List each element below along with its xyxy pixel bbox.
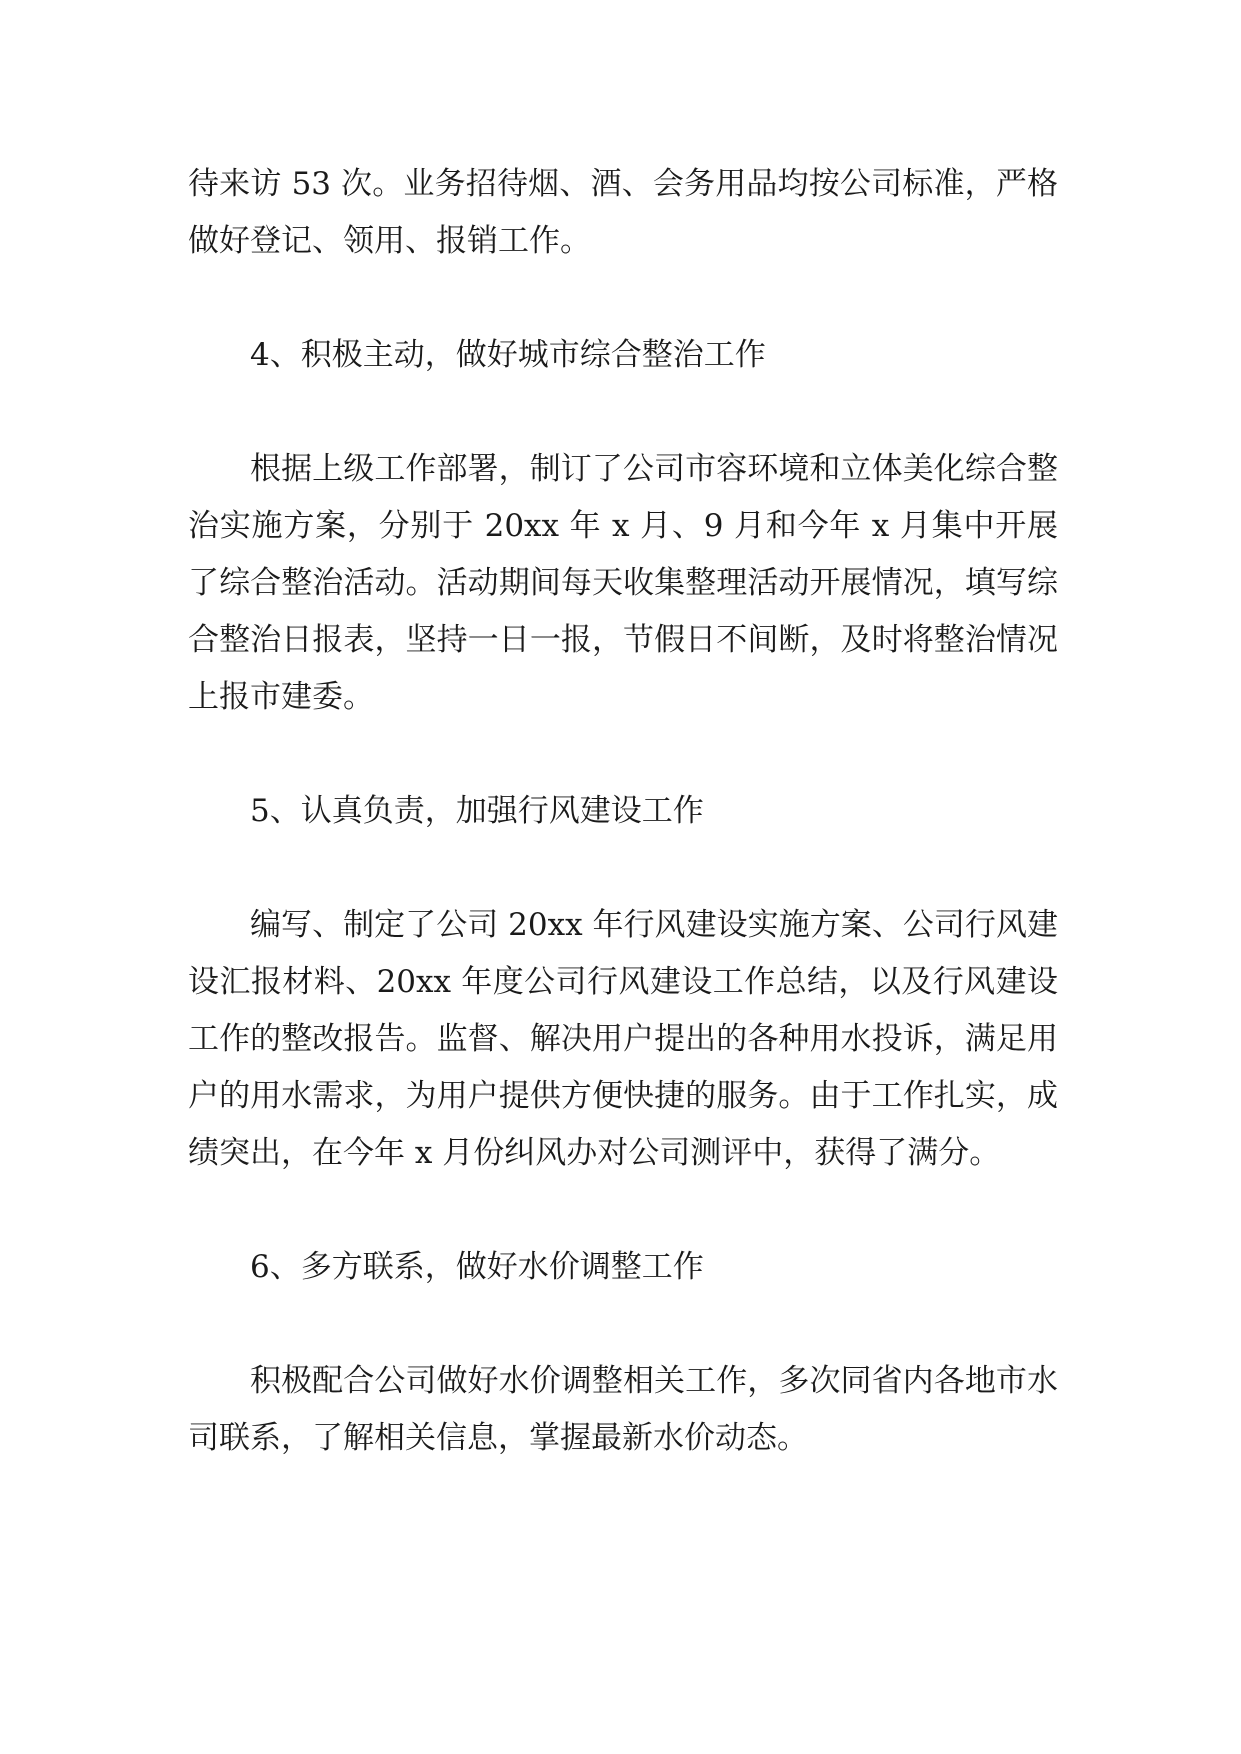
section-heading-6: 6、多方联系，做好水价调整工作 <box>250 1249 704 1285</box>
paragraph-water-price: 积极配合公司做好水价调整相关工作，多次同省内各地市水司联系，了解相关信息，掌握最新水价动态。 <box>188 1363 1058 1456</box>
document-body <box>188 156 1058 1524</box>
paragraph-city-rectification: 根据上级工作部署，制订了公司市容环境和立体美化综合整治实施方案，分别于 20xx 年 x 月、9 月和今年 x 月集中开展了综合整治活动。活动期间每天收集整理活动开展情况，填写综合整治日报表，坚持一日一报，节假日不间断，及时将整治情况上报市建委。 <box>188 451 1058 715</box>
paragraph-conduct-building: 编写、制定了公司 20xx 年行风建设实施方案、公司行风建设汇报材料、20xx 年度公司行风建设工作总结，以及行风建设工作的整改报告。监督、解决用户提出的各种用水投诉，满足用户的用水需求，为用户提供方便快捷的服务。由于工作扎实，成绩突出，在今年 x 月份纠风办对公司测评中，获得了满分。 <box>188 907 1058 1171</box>
section-heading-4: 4、积极主动，做好城市综合整治工作 <box>250 337 766 373</box>
paragraph-continued: 待来访 53 次。业务招待烟、酒、会务用品均按公司标准，严格做好登记、领用、报销工作。 <box>188 166 1058 259</box>
section-heading-5: 5、认真负责，加强行风建设工作 <box>250 793 704 829</box>
